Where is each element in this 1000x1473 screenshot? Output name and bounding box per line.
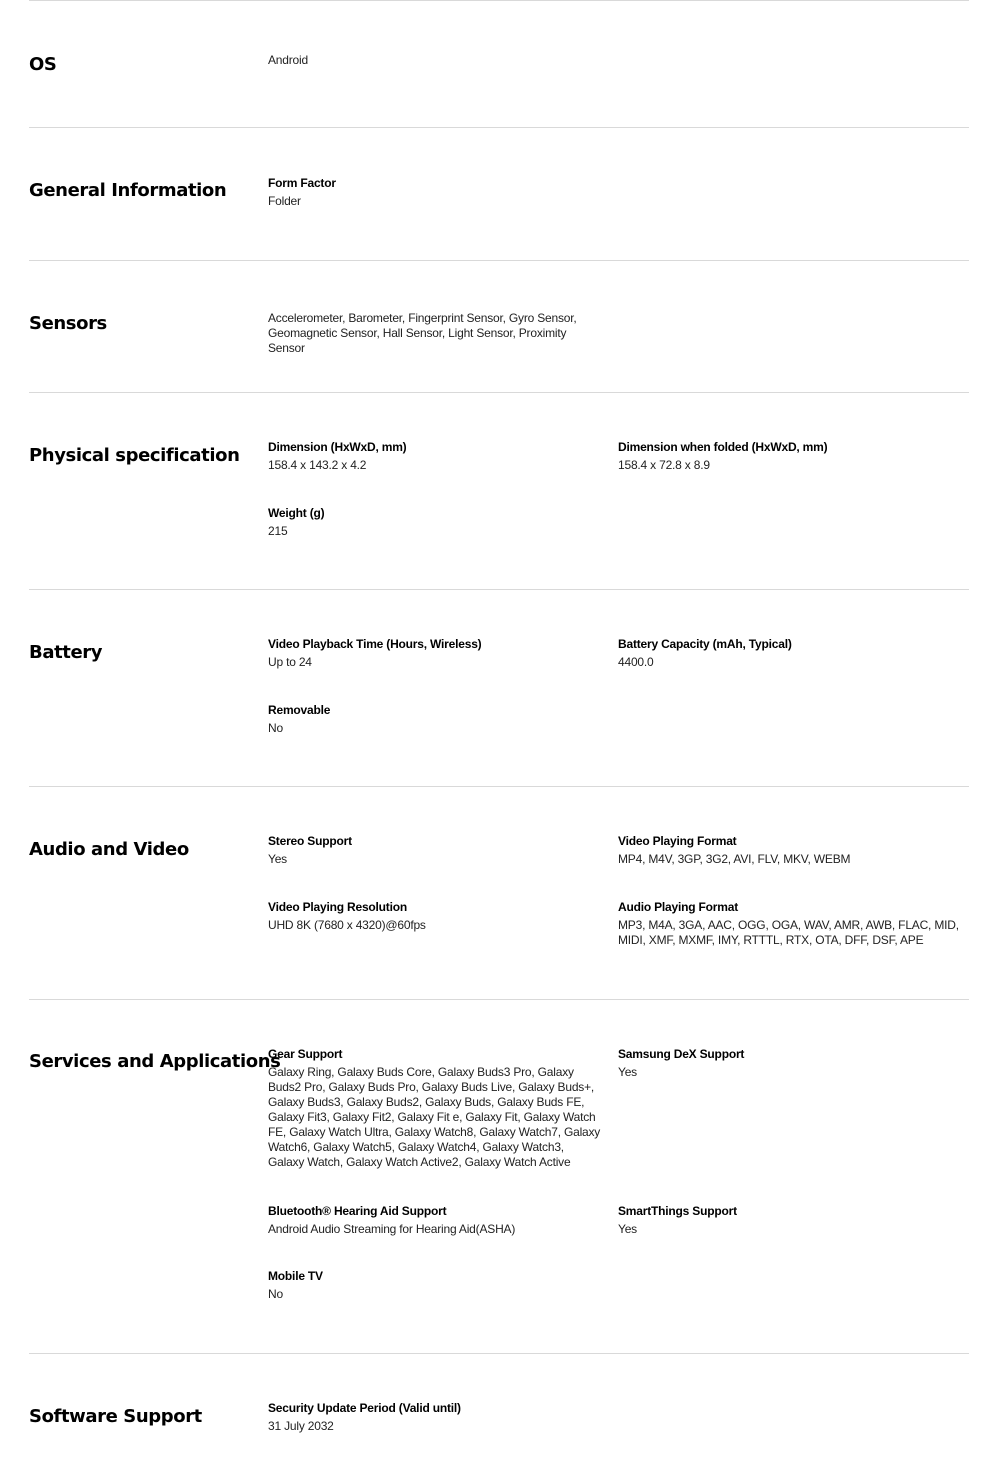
spec-label: Dimension when folded (HxWxD, mm) (618, 440, 828, 454)
section-title: Services and Applications (29, 1051, 281, 1072)
spec-label: Battery Capacity (mAh, Typical) (618, 637, 792, 651)
spec-item (268, 637, 603, 670)
section-title: Audio and Video (29, 839, 189, 860)
spec-value: Yes (618, 1222, 637, 1236)
spec-value: Android (268, 53, 308, 67)
spec-label: Bluetooth® Hearing Aid Support (268, 1204, 447, 1218)
spec-label: SmartThings Support (618, 1204, 737, 1218)
spec-value: Android Audio Streaming for Hearing Aid(ASHA) (268, 1222, 516, 1236)
spec-label: Audio Playing Format (618, 900, 739, 914)
spec-item (268, 900, 603, 933)
spec-item (618, 440, 953, 473)
spec-value: MP3, M4A, 3GA, AAC, OGG, OGA, WAV, AMR, AWB, FLAC, MID, MIDI, XMF, MXMF, IMY, RTTTL, RTX, OTA, DFF, DSF, APE (618, 918, 959, 947)
spec-value: 158.4 x 143.2 x 4.2 (268, 458, 367, 472)
spec-label: Samsung DeX Support (618, 1047, 745, 1061)
spec-label: Video Playing Resolution (268, 900, 408, 914)
spec-label: Video Playback Time (Hours, Wireless) (268, 637, 482, 651)
section-title: Sensors (29, 313, 107, 334)
spec-item (268, 176, 603, 209)
spec-value: Up to 24 (268, 655, 312, 669)
spec-item (268, 506, 603, 539)
section-title: Software Support (29, 1406, 202, 1427)
spec-label: Gear Support (268, 1047, 343, 1061)
spec-item (618, 637, 953, 670)
spec-label: Security Update Period (Valid until) (268, 1401, 461, 1415)
spec-item (618, 1204, 953, 1237)
section-services-and-applications (29, 999, 969, 1353)
section-title: General Information (29, 180, 227, 201)
spec-label: Dimension (HxWxD, mm) (268, 440, 407, 454)
spec-value: 31 July 2032 (268, 1419, 334, 1433)
section-general-information (29, 127, 969, 261)
spec-value: Folder (268, 194, 301, 208)
spec-label: Stereo Support (268, 834, 352, 848)
spec-item (268, 311, 598, 356)
section-title: Battery (29, 642, 103, 663)
spec-value: No (268, 1287, 283, 1301)
section-battery (29, 589, 969, 786)
section-sensors (29, 260, 969, 392)
spec-label: Removable (268, 703, 331, 717)
section-audio-and-video (29, 786, 969, 999)
spec-value: Galaxy Ring, Galaxy Buds Core, Galaxy Buds3 Pro, Galaxy Buds2 Pro, Galaxy Buds Pro, Galaxy Buds Live, Galaxy Buds+, Galaxy Buds3, Galaxy Buds2, Galaxy Buds, Galaxy Buds FE, Galaxy Fit3, Galaxy Fit2, Galaxy Fit e, Galaxy Fit, Galaxy Watch FE, Galaxy Watch Ultra, Galaxy Watch8, Galaxy Watch7, Galaxy Watch6, Galaxy Watch5, Galaxy Watch4, Galaxy Watch3, Galaxy Watch, Galaxy Watch Active2, Galaxy Watch Active (268, 1065, 601, 1169)
spec-label: Form Factor (268, 176, 336, 190)
section-software-support (29, 1353, 969, 1473)
spec-value: Accelerometer, Barometer, Fingerprint Sensor, Gyro Sensor, Geomagnetic Sensor, Hall Sensor, Light Sensor, Proximity Sensor (268, 311, 577, 355)
spec-item (618, 1047, 953, 1080)
section-title: Physical specification (29, 445, 240, 466)
spec-value: MP4, M4V, 3GP, 3G2, AVI, FLV, MKV, WEBM (618, 852, 851, 866)
spec-item (268, 1204, 603, 1237)
spec-value: Yes (618, 1065, 637, 1079)
spec-item (618, 834, 963, 867)
spec-item (268, 1269, 603, 1302)
spec-value: 158.4 x 72.8 x 8.9 (618, 458, 710, 472)
spec-value: 4400.0 (618, 655, 654, 669)
spec-label: Mobile TV (268, 1269, 323, 1283)
spec-item (268, 1047, 603, 1170)
spec-item (268, 703, 603, 736)
spec-value: UHD 8K (7680 x 4320)@60fps (268, 918, 426, 932)
spec-item (268, 1401, 603, 1434)
spec-value: No (268, 721, 283, 735)
spec-value: Yes (268, 852, 287, 866)
spec-label: Video Playing Format (618, 834, 737, 848)
spec-item (268, 53, 603, 68)
spec-label: Weight (g) (268, 506, 325, 520)
spec-item (268, 834, 603, 867)
spec-item (268, 440, 603, 473)
section-physical-specification (29, 392, 969, 589)
spec-value: 215 (268, 524, 288, 538)
section-title: OS (29, 54, 57, 75)
spec-item (618, 900, 963, 948)
section-os (29, 0, 969, 127)
